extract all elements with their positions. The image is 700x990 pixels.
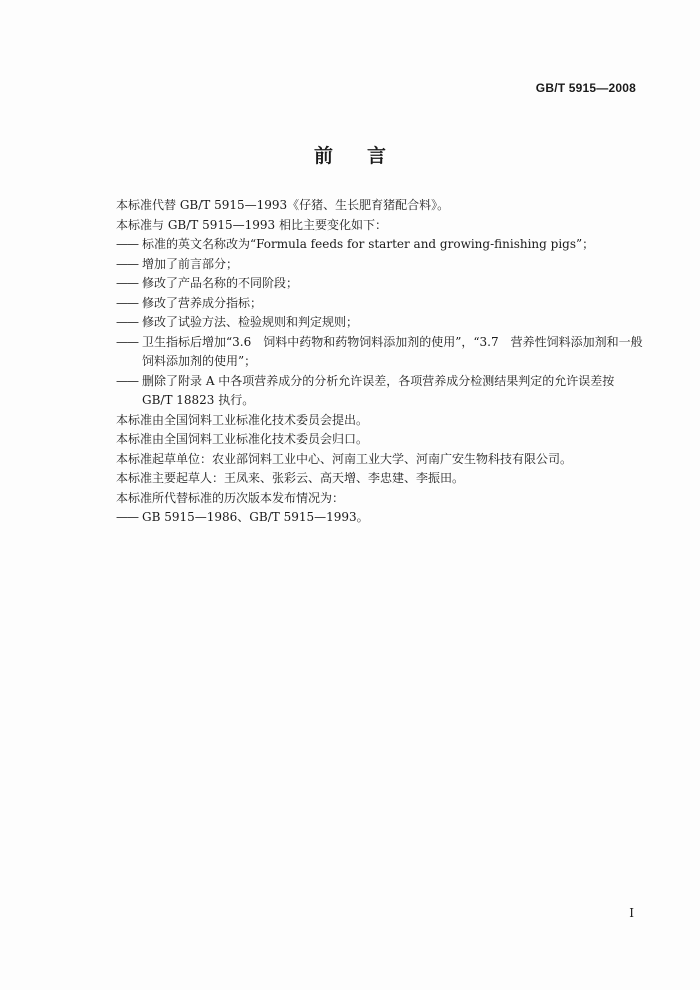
change-text: 卫生指标后增加“3.6 饲料中药物和药物饲料添加剂的使用”，“3.7 营养性饲料添加剂和一般饲料添加剂的使用”； [142, 334, 643, 368]
history-item [116, 508, 646, 528]
change-item [116, 255, 646, 275]
change-text: 增加了前言部分； [142, 256, 239, 271]
page-title: 前言 [313, 145, 420, 167]
statement-proposed: 本标准由全国饲料工业标准化技术委员会提出。 [116, 412, 369, 427]
statement-managed: 本标准由全国饲料工业标准化技术委员会归口。 [116, 432, 369, 446]
list-dash: —— [116, 256, 138, 271]
standard-number: GB/T 5915—2008 [535, 81, 636, 95]
paragraph-replacement: 本标准代替 GB/T 5915—1993《仔猪、生长肥育猪配合料》。 [116, 198, 450, 212]
change-text: 修改了试验方法、检验规则和判定规则； [142, 315, 359, 329]
list-dash: —— [116, 373, 138, 388]
statement-drafting-units: 本标准起草单位：农业部饲料工业中心、河南工业大学、河南广安生物科技有限公司。 [116, 451, 573, 466]
change-text: 删除了附录 A 中各项营养成分的分析允许误差，各项营养成分检测结果判定的允许误差按 GB/T 18823 执行。 [142, 373, 615, 407]
change-item [116, 274, 646, 294]
change-item [116, 333, 646, 372]
statement-drafters: 本标准主要起草人：王凤来、张彩云、高天增、李忠建、李振田。 [116, 471, 465, 485]
list-dash: —— [116, 510, 138, 524]
list-dash: —— [116, 295, 138, 310]
list-dash: —— [116, 334, 138, 349]
change-text: 修改了营养成分指标； [142, 295, 263, 310]
history-text: GB 5915—1986、GB/T 5915—1993。 [142, 510, 369, 524]
foreword-body [116, 196, 646, 528]
list-dash: —— [116, 237, 138, 251]
change-item [116, 235, 646, 255]
change-text: 修改了产品名称的不同阶段； [142, 276, 299, 290]
page-number: I [629, 906, 634, 920]
list-dash: —— [116, 315, 138, 329]
change-text: 标准的英文名称改为“Formula feeds for starter and growing-finishing pigs”； [142, 237, 595, 251]
change-item [116, 372, 646, 411]
change-item [116, 313, 646, 333]
statement-history-intro: 本标准所代替标准的历次版本发布情况为： [116, 490, 345, 505]
paragraph-changes-intro: 本标准与 GB/T 5915—1993 相比主要变化如下： [116, 217, 387, 232]
list-dash: —— [116, 276, 138, 290]
change-item [116, 294, 646, 314]
